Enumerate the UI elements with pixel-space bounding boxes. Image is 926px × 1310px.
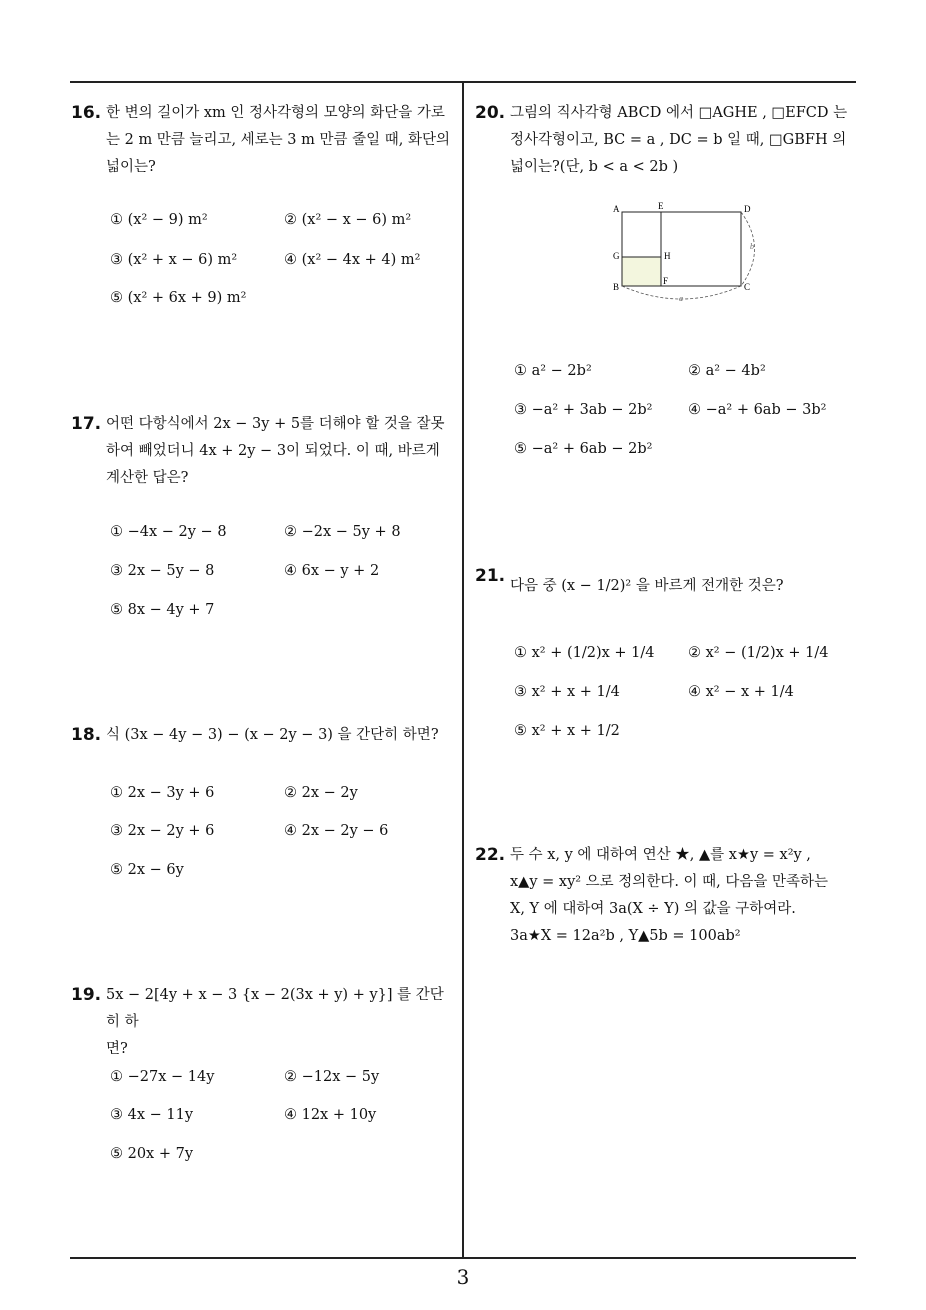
label-d: D: [744, 204, 751, 214]
question-text: 면?: [106, 1041, 128, 1057]
option-1[interactable]: ① −4x − 2y − 8: [110, 524, 227, 540]
question-text: 넓이는?: [106, 159, 156, 175]
option-4[interactable]: ④ 6x − y + 2: [284, 563, 380, 579]
option-2[interactable]: ② a² − 4b²: [688, 363, 766, 379]
option-3[interactable]: ③ (x² + x − 6) m²: [110, 252, 238, 268]
question-number: 20.: [475, 103, 506, 123]
question-20: [475, 100, 860, 181]
question-number: 18.: [71, 725, 102, 745]
question-number: 17.: [71, 414, 102, 434]
option-3[interactable]: ③ 2x − 5y − 8: [110, 563, 215, 579]
label-f: F: [663, 276, 669, 286]
option-2[interactable]: ② 2x − 2y: [284, 785, 358, 801]
square-gbfh-shaded: [622, 257, 661, 286]
label-a-vertex: A: [613, 204, 620, 214]
question-number: 16.: [71, 103, 102, 123]
question-18: [71, 722, 456, 749]
question-number: 19.: [71, 985, 102, 1005]
question-text: 는 2 m 만큼 늘리고, 세로는 3 m 만큼 줄일 때, 화단의: [106, 132, 450, 148]
question-number: 21.: [475, 566, 506, 586]
option-2[interactable]: ② −2x − 5y + 8: [284, 524, 401, 540]
question-text: 넓이는?(단, b < a < 2b ): [510, 159, 679, 175]
option-1[interactable]: ① 2x − 3y + 6: [110, 785, 215, 801]
option-1[interactable]: ① −27x − 14y: [110, 1069, 215, 1085]
question-22: [475, 842, 860, 950]
question-text: 3a★X = 12a²b , Y▲5b = 100ab²: [510, 928, 741, 944]
question-text: 다음 중 (x − 1/2)² 을 바르게 전개한 것은?: [510, 578, 784, 594]
page-number: 3: [456, 1265, 470, 1289]
option-3[interactable]: ③ x² + x + 1/4: [514, 684, 620, 700]
option-4[interactable]: ④ x² − x + 1/4: [688, 684, 794, 700]
option-5[interactable]: ⑤ −a² + 6ab − 2b²: [514, 441, 653, 457]
option-4[interactable]: ④ 12x + 10y: [284, 1107, 377, 1123]
option-2[interactable]: ② (x² − x − 6) m²: [284, 212, 412, 228]
question-text: 하여 빼었더니 4x + 2y − 3이 되었다. 이 때, 바르게: [106, 443, 440, 459]
question-text: 두 수 x, y 에 대하여 연산 ★, ▲를 x★y = x²y ,: [510, 847, 811, 863]
question-text: 5x − 2[4y + x − 3 {x − 2(3x + y) + y}] 를 간단히 하: [106, 987, 444, 1030]
label-c: C: [744, 282, 751, 292]
question-17: [71, 411, 456, 492]
option-1[interactable]: ① x² + (1/2)x + 1/4: [514, 645, 655, 661]
question-text: x▲y = xy² 으로 정의한다. 이 때, 다음을 만족하는: [510, 874, 829, 890]
option-5[interactable]: ⑤ 2x − 6y: [110, 862, 184, 878]
question-text: 그림의 직사각형 ABCD 에서 □AGHE , □EFCD 는: [510, 105, 848, 121]
option-3[interactable]: ③ 2x − 2y + 6: [110, 823, 215, 839]
option-2[interactable]: ② x² − (1/2)x + 1/4: [688, 645, 829, 661]
label-h: H: [664, 251, 671, 261]
option-4[interactable]: ④ (x² − 4x + 4) m²: [284, 252, 421, 268]
question-number: 22.: [475, 845, 506, 865]
option-5[interactable]: ⑤ x² + x + 1/2: [514, 723, 620, 739]
label-g: G: [613, 251, 620, 261]
question-text: X, Y 에 대하여 3a(X ÷ Y) 의 값을 구하여라.: [510, 901, 796, 917]
question-text: 계산한 답은?: [106, 470, 189, 486]
column-divider: [462, 83, 464, 1257]
question-19: [71, 982, 456, 1063]
rectangle-figure: [600, 198, 770, 306]
question-21: [475, 566, 860, 600]
option-4[interactable]: ④ 2x − 2y − 6: [284, 823, 389, 839]
question-text: 식 (3x − 4y − 3) − (x − 2y − 3) 을 간단히 하면?: [106, 727, 439, 743]
question-text: 어떤 다항식에서 2x − 3y + 5를 더해야 할 것을 잘못: [106, 416, 445, 432]
option-2[interactable]: ② −12x − 5y: [284, 1069, 380, 1085]
label-b-length: b: [750, 242, 754, 251]
option-3[interactable]: ③ −a² + 3ab − 2b²: [514, 402, 653, 418]
option-3[interactable]: ③ 4x − 11y: [110, 1107, 194, 1123]
option-5[interactable]: ⑤ (x² + 6x + 9) m²: [110, 290, 247, 306]
option-5[interactable]: ⑤ 8x − 4y + 7: [110, 602, 215, 618]
label-a-length: a: [679, 294, 683, 303]
label-e: E: [658, 201, 664, 211]
question-text: 정사각형이고, BC = a , DC = b 일 때, □GBFH 의: [510, 132, 847, 148]
question-16: [71, 100, 456, 181]
label-b: B: [613, 282, 620, 292]
option-1[interactable]: ① a² − 2b²: [514, 363, 592, 379]
bottom-rule: [70, 1257, 856, 1259]
option-1[interactable]: ① (x² − 9) m²: [110, 212, 208, 228]
option-4[interactable]: ④ −a² + 6ab − 3b²: [688, 402, 827, 418]
question-text: 한 변의 길이가 xm 인 정사각형의 모양의 화단을 가로: [106, 105, 445, 121]
option-5[interactable]: ⑤ 20x + 7y: [110, 1146, 194, 1162]
